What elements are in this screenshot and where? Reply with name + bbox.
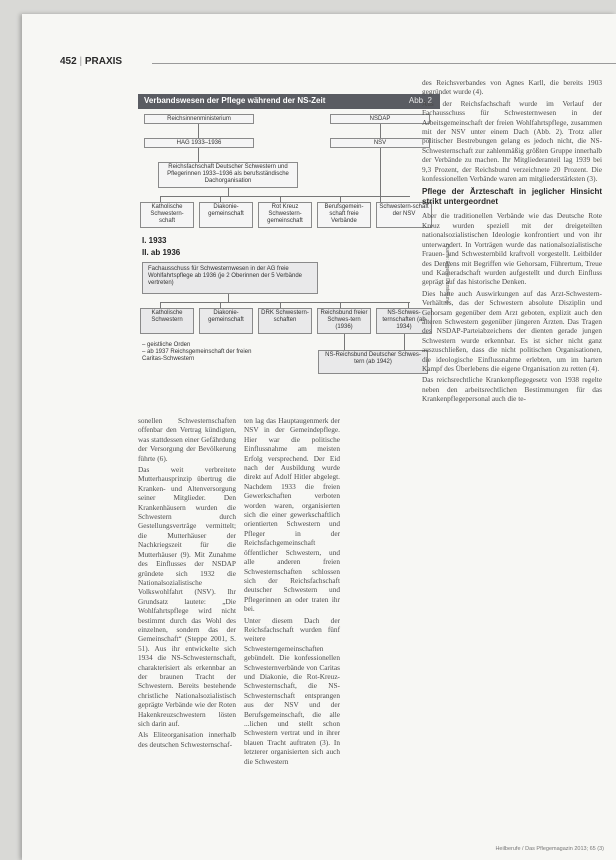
- column-right: des Reichsverbandes von Agnes Karll, die bereits 1903 gegründet wurde (4). Aus der Reichsfachschaft wurde im Verlauf der Fachausschuss für Schwesternwesen in der Arbeitsgemeinschaft der freien Wohlfahrtspflege, zusammen mit der NSV unter einem Dach (Abb. 2). Trotz aller politischer Bestrebungen gelang es jedoch nicht, die NS-Schwesternschaft zur zahlenmäßig größten Gruppe innerhalb der Verbände zu machen. Ihr Mitgliederanteil lag 1939 bei 9,3 Prozent, der Reichsbund verzeichnete 20 Prozent. Die konfessionellen Verbände waren am mitgliederstärksten (3). Pflege der Ärzteschaft in jeglicher Hinsicht strikt untergeordnet Aber die traditionellen Verbände wie das Deutsche Rote Kreuz wurden speziell mit der dreigeteilten nationalsozialistischen Ideologie konfrontiert und von ihr unterwandert. In Vorträgen wurde das nationalsozialistische Frauen- und Schwesternbild kraftvoll vorgestellt. Leitbilder des Denkens mit Begriffen wie Gehorsam, Führertum, Treue und Kameradschaft wurden aufgestellt und durch Einfluss geprägt auf das historische Denken. Dies hatte auch Auswirkungen auf das Arzt-Schwestern-Verhältnis, das der Schwestern absolute Disziplin und Gehorsam gegenüber dem Arzt geboten, explizit auch den älteren Schwestern gegenüber jüngeren Ärzten. Das Tragen des NSDAP-Parteiabzeichens der dienten gerade jungen Schwestern wurde erkennbar. Es ist sicher nicht ganz auszuschließen, dass die nicht politischen Organisationen, die ideologische Einflussnahme erlebten, um im harten Kampf des Überlebens die eigene Organisation zu retten (4). Das reichsrechtliche Krankenpflegegesetz von 1938 regelte neben den arbeitsrechtlichen Bestimmungen für das Krankenpflegepersonal auch die te-: [422, 78, 602, 404]
- column-middle: ten lag das Hauptaugenmerk der NSV in der Gemeindepflege. Hier war die politische Einflussnahme am meisten Erfolg versprechend. Der Eid nach der Ausbildung wurde direkt auf Adolf Hitler abgelegt. Nachdem 1933 die freien Gewerkschaften verboten worden waren, organisierten sich die einer gewerkschaftlich orientierten Schwestern und Pfleger in der Reichsfachgemeinschaft öffentlicher Schwestern, und alle anderen freien Schwesternschaften schlossen sich der Reichsfachschaft deutscher Schwestern und Pflegerinnen an oder traten ihr bei. Unter diesem Dach der Reichsfachschaft wurden fünf weitere Schwesterngemeinschaften gebündelt. Die konfessionellen Schwesternverbände von Caritas und Diakonie, die Rot-Kreuz-Schwesternschaft, die NS-Schwesternschaft entsprangen aus der NSV und der Berufsgemeinschaft, die alle ...lichen und stellt schon Schwestern vertrat und in ihrer blauen Tracht auftraten (3). In letzterer organisierten sich auch die Schwestern: [244, 416, 340, 766]
- box-row2-1: Diakonie-gemeinschaft: [199, 308, 253, 334]
- box-row1-2: Rot Kreuz Schwestern-gemeinschaft: [258, 202, 312, 228]
- box-row1-0: Katholische Schwestern-schaft: [140, 202, 194, 228]
- phase-two: II. ab 1936: [142, 248, 181, 257]
- figure-title-bar: [138, 94, 440, 109]
- orders-note: – geistliche Orden – ab 1937 Reichsgemeinschaft der freien Caritas-Schwestern: [142, 342, 252, 362]
- box-row2-0: Katholische Schwestern: [140, 308, 194, 334]
- box-hag: HAG 1933–1936: [144, 138, 254, 148]
- box-reichsfachschaft: Reichsfachschaft Deutscher Schwestern und Pflegerinnen 1933–1936 als berufsständische Dachorganisation: [158, 162, 298, 188]
- magazine-page: [22, 14, 616, 860]
- box-row1-3: Berufsgemein-schaft freie Verbände: [317, 202, 371, 228]
- page-number: 452 | PRAXIS: [60, 56, 123, 67]
- page-footer: Heilberufe / Das Pflegemagazin 2013; 65 (3): [495, 846, 604, 852]
- column-left: sonellen Schwesternschaften offenbar den Vertrag kündigten, was stattdessen einer Gefährdung der Versorgung der Bevölkerung führte (6). Das weit verbreitete Mutterhausprinzip übertrug die Kranken- und Altenversorgung seiner Mitglieder. Den Krankenhäusern wurden die Schwestern durch Gestellungsverträge vermittelt; die Mutterhäuser der Nachkriegszeit für die Mutterhäuser (9). Mit Zunahme des Einflusses der NSDAP gründete sich 1932 die Nationalsozialistische Volkswohlfahrt (NSV). Ihr Grundsatz lautete: „Die Wohlfahrtspflege wird nicht bestimmt durch das Wohl des einzelnen, sondern das der Gemeinschaft“ (Steppe 2001, S. 51). Aus ihr entwickelte sich 1934 die NS-Schwesternschaft, charakterisiert als erkennbar an der braunen Tracht der Schwestern. Bereits bestehende christliche Nationalsozialistisch geprägte Verbände wie der Roten Hakenkreuzschwestern lösten sich darin auf. Als Eliteorganisation innerhalb des deutschen Schwesternschaf-: [138, 416, 236, 749]
- box-row1-4: Schwestern-schaft der NSV: [376, 202, 432, 228]
- box-row2-4: NS-Schwes-ternschaften (ab 1934): [376, 308, 432, 334]
- box-ns-reichsbund: NS-Reichsbund Deutscher Schwes-tern (ab 1942): [318, 350, 428, 374]
- box-fachausschuss: Fachausschuss für Schwesternwesen in der AG freie Wohlfahrtspflege ab 1936 (je 2 Oberinnen der 5 Verbände vertreten): [142, 262, 318, 294]
- phase-one: I. 1933: [142, 236, 167, 245]
- figure-credit: Quelle: Eigene Darstellung: [444, 244, 450, 304]
- box-row2-2: DRK Schwestern-schaften: [258, 308, 312, 334]
- figure-label: Abb. 2: [408, 96, 432, 105]
- box-row2-3: Reichsbund freier Schwes-tern (1936): [317, 308, 371, 334]
- box-nsdap: NSDAP: [330, 114, 430, 124]
- figure-title: Verbandswesen der Pflege während der NS-Zeit: [144, 96, 326, 105]
- page-header: [60, 56, 616, 70]
- box-nsv: NSV: [330, 138, 430, 148]
- org-diagram: [138, 94, 450, 414]
- header-rule: [152, 63, 616, 64]
- box-row1-1: Diakonie-gemeinschaft: [199, 202, 253, 228]
- section-subheading: Pflege der Ärzteschaft in jeglicher Hinsicht strikt untergeordnet: [422, 187, 602, 207]
- box-ministry: Reichsinnenministerium: [144, 114, 254, 124]
